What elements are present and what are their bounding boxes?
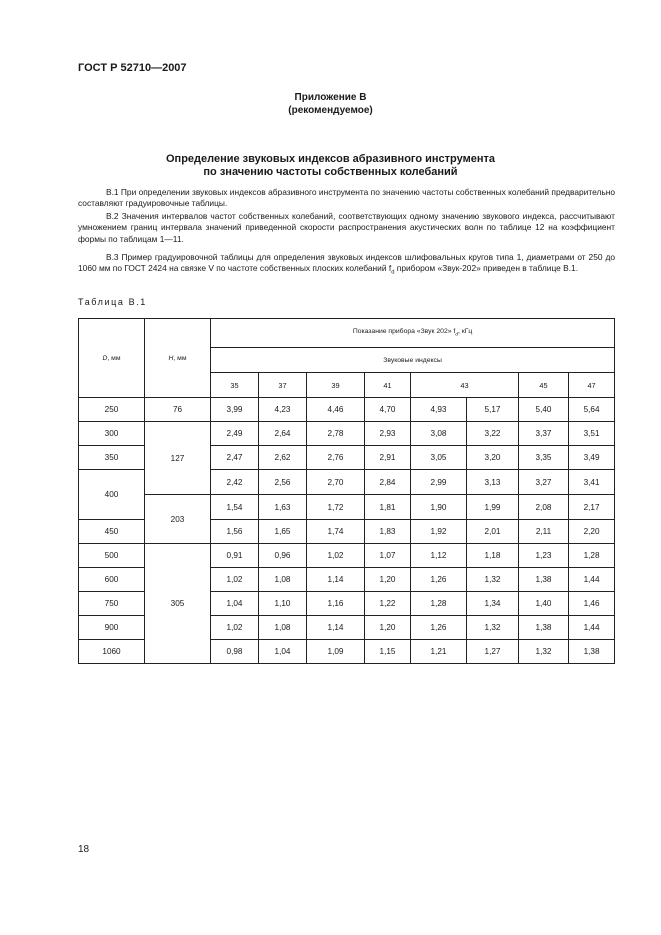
cell-frequency: 1,04 (211, 592, 259, 616)
col-header-h: H, мм (145, 319, 211, 398)
cell-frequency: 1,99 (467, 495, 519, 520)
paragraph-b3-sub: d (391, 270, 395, 277)
cell-d: 600 (79, 568, 145, 592)
cell-d: 350 (79, 446, 145, 470)
cell-frequency: 0,96 (259, 544, 307, 568)
cell-frequency: 1,26 (411, 616, 467, 640)
cell-frequency: 5,40 (519, 398, 569, 422)
cell-frequency: 1,20 (365, 616, 411, 640)
cell-frequency: 5,64 (569, 398, 615, 422)
sound-index-39: 39 (307, 373, 365, 398)
cell-frequency: 1,81 (365, 495, 411, 520)
cell-frequency: 2,84 (365, 470, 411, 495)
cell-frequency: 1,44 (569, 616, 615, 640)
cell-frequency: 3,20 (467, 446, 519, 470)
sound-index-35: 35 (211, 373, 259, 398)
appendix-title: Приложение В (294, 92, 367, 103)
table-row (79, 495, 615, 520)
cell-frequency: 1,32 (519, 640, 569, 664)
cell-frequency: 3,49 (569, 446, 615, 470)
cell-h: 127 (145, 422, 211, 495)
col-header-d: D, мм (79, 319, 145, 398)
cell-frequency: 1,21 (411, 640, 467, 664)
cell-frequency: 2,78 (307, 422, 365, 446)
paragraph-b2-text: В.2 Значения интервалов частот собственных колебаний, соответствующих одному значению звукового индекса, рассчитывают умножением границ интервала значений приведенной скорости распространения акустических волн по таблице 12 на коэффициент формы по таблицам 1—11. (78, 211, 615, 244)
cell-frequency: 4,23 (259, 398, 307, 422)
cell-frequency: 1,15 (365, 640, 411, 664)
sound-index-37: 37 (259, 373, 307, 398)
cell-frequency: 1,34 (467, 592, 519, 616)
sound-index-45: 45 (519, 373, 569, 398)
cell-frequency: 4,46 (307, 398, 365, 422)
cell-frequency: 1,28 (411, 592, 467, 616)
cell-h: 76 (145, 398, 211, 422)
col-header-reading: Показание прибора «Звук 202» $f_d$, кГц (211, 319, 615, 348)
cell-frequency: 1,22 (365, 592, 411, 616)
cell-frequency: 1,27 (467, 640, 519, 664)
cell-frequency: 1,23 (519, 544, 569, 568)
cell-frequency: 2,99 (411, 470, 467, 495)
cell-frequency: 1,26 (411, 568, 467, 592)
col-header-indices: Звуковые индексы (211, 348, 615, 373)
sound-index-41: 41 (365, 373, 411, 398)
section-title-line1: Определение звуковых индексов абразивного инструмента (166, 153, 495, 165)
section-title-line2: по значению частоты собственных колебаний (203, 166, 458, 178)
appendix-subtitle: (рекомендуемое) (288, 105, 373, 116)
cell-frequency: 1,28 (569, 544, 615, 568)
paragraph-b3 (78, 252, 615, 279)
cell-frequency: 1,74 (307, 520, 365, 544)
cell-frequency: 5,17 (467, 398, 519, 422)
cell-frequency: 1,40 (519, 592, 569, 616)
paragraph-b1-text: В.1 При определении звуковых индексов абразивного инструмента по значению частоты собственных колебаний предварительно составляют градуировочные таблицы. (78, 187, 615, 209)
table-body (79, 398, 615, 664)
cell-frequency: 2,08 (519, 495, 569, 520)
cell-frequency: 1,14 (307, 568, 365, 592)
cell-frequency: 2,49 (211, 422, 259, 446)
cell-frequency: 1,38 (519, 568, 569, 592)
cell-frequency: 3,08 (411, 422, 467, 446)
cell-frequency: 3,05 (411, 446, 467, 470)
paragraph-b3-text: В.3 Пример градуировочной таблицы для определения звуковых индексов шлифовальных кругов типа 1, диаметрами от 250 до 1060 мм по ГОСТ 2424 на связке V по частоте собственных плоских колебаний f (78, 252, 615, 274)
cell-frequency: 1,56 (211, 520, 259, 544)
cell-frequency: 1,02 (211, 568, 259, 592)
cell-frequency: 2,91 (365, 446, 411, 470)
cell-frequency: 1,72 (307, 495, 365, 520)
table-caption: Таблица В.1 (78, 297, 147, 307)
cell-frequency: 1,90 (411, 495, 467, 520)
cell-frequency: 1,65 (259, 520, 307, 544)
cell-frequency: 0,91 (211, 544, 259, 568)
cell-frequency: 1,44 (569, 568, 615, 592)
cell-d: 750 (79, 592, 145, 616)
cell-frequency: 1,32 (467, 568, 519, 592)
cell-d: 450 (79, 520, 145, 544)
section-title (0, 153, 661, 179)
cell-frequency: 1,04 (259, 640, 307, 664)
cell-frequency: 2,93 (365, 422, 411, 446)
cell-h: 305 (145, 544, 211, 664)
table-row (79, 398, 615, 422)
cell-frequency: 2,17 (569, 495, 615, 520)
graduation-table (78, 318, 615, 664)
cell-frequency: 2,47 (211, 446, 259, 470)
paragraph-b3-tail: прибором «Звук-202» приведен в таблице В.1. (394, 263, 579, 274)
cell-frequency: 1,32 (467, 616, 519, 640)
cell-frequency: 3,51 (569, 422, 615, 446)
cell-frequency: 4,93 (411, 398, 467, 422)
cell-frequency: 3,22 (467, 422, 519, 446)
cell-frequency: 1,02 (307, 544, 365, 568)
cell-frequency: 1,08 (259, 616, 307, 640)
paragraph-b2 (78, 211, 615, 245)
cell-d: 400 (79, 470, 145, 520)
table-row (79, 544, 615, 568)
cell-d: 500 (79, 544, 145, 568)
cell-frequency: 1,92 (411, 520, 467, 544)
cell-frequency: 2,70 (307, 470, 365, 495)
cell-frequency: 1,09 (307, 640, 365, 664)
cell-frequency: 1,54 (211, 495, 259, 520)
cell-frequency: 2,56 (259, 470, 307, 495)
cell-frequency: 1,83 (365, 520, 411, 544)
cell-frequency: 2,62 (259, 446, 307, 470)
cell-frequency: 1,46 (569, 592, 615, 616)
cell-d: 1060 (79, 640, 145, 664)
cell-d: 250 (79, 398, 145, 422)
appendix-heading (0, 91, 661, 117)
cell-frequency: 1,63 (259, 495, 307, 520)
cell-frequency: 1,14 (307, 616, 365, 640)
cell-frequency: 3,27 (519, 470, 569, 495)
cell-d: 900 (79, 616, 145, 640)
cell-frequency: 1,18 (467, 544, 519, 568)
cell-h: 203 (145, 495, 211, 544)
cell-frequency: 1,08 (259, 568, 307, 592)
cell-frequency: 1,02 (211, 616, 259, 640)
cell-frequency: 1,16 (307, 592, 365, 616)
page-number: 18 (78, 844, 90, 855)
cell-frequency: 1,07 (365, 544, 411, 568)
cell-d: 300 (79, 422, 145, 446)
table-row (79, 422, 615, 446)
standard-number: ГОСТ Р 52710—2007 (78, 62, 187, 74)
cell-frequency: 3,37 (519, 422, 569, 446)
paragraph-b1 (78, 187, 615, 210)
cell-frequency: 3,99 (211, 398, 259, 422)
cell-frequency: 3,41 (569, 470, 615, 495)
cell-frequency: 4,70 (365, 398, 411, 422)
cell-frequency: 1,12 (411, 544, 467, 568)
cell-frequency: 2,11 (519, 520, 569, 544)
cell-frequency: 3,35 (519, 446, 569, 470)
sound-index-43: 43 (411, 373, 519, 398)
cell-frequency: 2,64 (259, 422, 307, 446)
cell-frequency: 1,38 (519, 616, 569, 640)
cell-frequency: 1,20 (365, 568, 411, 592)
cell-frequency: 0,98 (211, 640, 259, 664)
cell-frequency: 1,10 (259, 592, 307, 616)
cell-frequency: 2,01 (467, 520, 519, 544)
cell-frequency: 2,42 (211, 470, 259, 495)
cell-frequency: 2,20 (569, 520, 615, 544)
cell-frequency: 3,13 (467, 470, 519, 495)
sound-index-47: 47 (569, 373, 615, 398)
cell-frequency: 2,76 (307, 446, 365, 470)
cell-frequency: 1,38 (569, 640, 615, 664)
